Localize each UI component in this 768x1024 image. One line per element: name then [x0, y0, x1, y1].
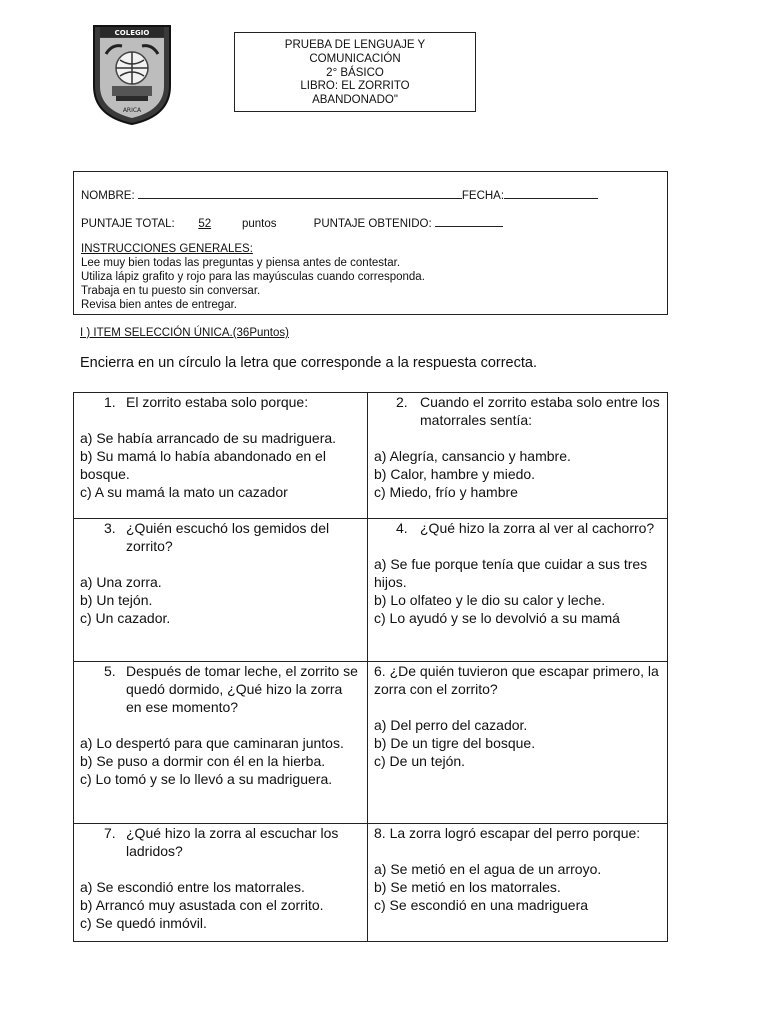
option-c[interactable]: c) Se quedó inmóvil.: [80, 915, 207, 931]
question-cell-5: [74, 662, 367, 788]
option-c[interactable]: c) A su mamá la mato un cazador: [80, 484, 288, 500]
title-line: PRUEBA DE LENGUAJE Y: [284, 39, 426, 51]
question-text: ¿Qué hizo la zorra al ver al cachorro?: [420, 520, 655, 536]
obtained-score-label: PUNTAJE OBTENIDO:: [313, 218, 432, 230]
instruction-line: Revisa bien antes de entregar.: [81, 299, 237, 311]
instructions-title: INSTRUCCIONES GENERALES:: [81, 243, 253, 255]
student-info-box: [73, 171, 668, 315]
question-cell-7: [74, 824, 367, 932]
option-b[interactable]: b) Arrancó muy asustada con el zorrito.: [80, 897, 324, 913]
instruction-line: Trabaja en tu puesto sin conversar.: [81, 285, 261, 297]
question-text: ¿Qué hizo la zorra al escuchar los ladridos?: [126, 825, 339, 859]
question-cell-2: [368, 393, 667, 501]
question-cell-8: [368, 824, 667, 914]
option-c[interactable]: c) Se escondió en una madriguera: [374, 897, 589, 913]
option-c[interactable]: c) Un cazador.: [80, 610, 171, 626]
total-score-unit: puntos: [241, 218, 277, 230]
question-number: 6.: [374, 663, 386, 679]
option-b[interactable]: b) Se puso a dormir con él en la hierba.: [80, 753, 326, 769]
title-line: ABANDONADO": [312, 94, 398, 107]
option-a[interactable]: a) Del perro del cazador.: [374, 717, 528, 733]
option-c[interactable]: c) Lo ayudó y se lo devolvió a su mamá: [374, 610, 620, 626]
option-a[interactable]: a) Una zorra.: [80, 574, 162, 590]
section-title: I ) ITEM SELECCIÓN ÚNICA.(36Puntos): [80, 327, 289, 339]
option-c[interactable]: c) De un tejón.: [374, 753, 466, 769]
total-score-label: PUNTAJE TOTAL:: [81, 218, 175, 230]
title-line: LIBRO: EL ZORRITO: [300, 80, 410, 93]
question-number: 5.: [104, 663, 116, 679]
question-cell-1: [74, 393, 367, 501]
option-b[interactable]: b) Se metió en los matorrales.: [374, 879, 561, 895]
title-line: 2° BÁSICO: [326, 66, 384, 79]
question-text: El zorrito estaba solo porque:: [126, 394, 309, 410]
question-number: 3.: [104, 520, 116, 536]
name-date-row: [81, 187, 598, 202]
title-line: COMUNICACIÓN: [309, 52, 401, 65]
section-instruction: Encierra en un círculo la letra que corresponde a la respuesta correcta.: [80, 355, 537, 371]
option-a[interactable]: a) Se había arrancado de su madriguera.: [80, 430, 337, 446]
question-number: 4.: [396, 520, 408, 536]
question-cell-4: [368, 519, 667, 627]
obtained-score-field[interactable]: [435, 215, 503, 227]
logo-bottom-text: ARICA: [122, 107, 142, 114]
question-text: ¿Quién escuchó los gemidos del zorrito?: [126, 520, 330, 554]
option-b[interactable]: b) De un tigre del bosque.: [374, 735, 536, 751]
question-number: 1.: [104, 394, 116, 410]
date-field[interactable]: [504, 187, 598, 199]
question-text: Cuando el zorrito estaba solo entre los matorrales sentía:: [420, 394, 660, 428]
question-text: Después de tomar leche, el zorrito se quedó dormido, ¿Qué hizo la zorra en ese momento?: [126, 663, 358, 715]
option-b[interactable]: b) Lo olfateo y le dio su calor y leche.: [374, 592, 606, 608]
option-c[interactable]: c) Miedo, frío y hambre: [374, 484, 518, 500]
instruction-line: Lee muy bien todas las preguntas y piensa antes de contestar.: [81, 257, 401, 269]
question-number: 7.: [104, 825, 116, 841]
option-b[interactable]: b) Calor, hambre y miedo.: [374, 466, 536, 482]
option-a[interactable]: a) Se metió en el agua de un arroyo.: [374, 861, 602, 877]
option-a[interactable]: a) Se fue porque tenía que cuidar a sus tres hijos.: [374, 556, 648, 590]
total-score-value: 52: [198, 218, 212, 230]
test-title-box: [234, 32, 476, 112]
question-cell-3: [74, 519, 367, 627]
option-b[interactable]: b) Un tejón.: [80, 592, 153, 608]
option-a[interactable]: a) Alegría, cansancio y hambre.: [374, 448, 571, 464]
option-a[interactable]: a) Se escondió entre los matorrales.: [80, 879, 305, 895]
questions-table: [73, 392, 668, 942]
question-cell-6: [368, 662, 667, 770]
question-number: 8.: [374, 825, 386, 841]
date-label: FECHA:: [461, 190, 505, 202]
question-text: ¿De quién tuvieron que escapar primero, la zorra con el zorrito?: [374, 663, 659, 697]
logo-top-text: COLEGIO: [114, 29, 150, 37]
name-field[interactable]: [138, 187, 462, 199]
option-a[interactable]: a) Lo despertó para que caminaran juntos.: [80, 735, 344, 751]
option-b[interactable]: b) Su mamá lo había abandonado en el bosque.: [80, 448, 326, 482]
name-label: NOMBRE:: [81, 190, 135, 202]
score-row: [81, 215, 503, 230]
instruction-line: Utiliza lápiz grafito y rojo para las mayúsculas cuando corresponda.: [81, 271, 425, 283]
question-number: 2.: [396, 394, 408, 410]
question-text: La zorra logró escapar del perro porque:: [389, 825, 641, 841]
option-c[interactable]: c) Lo tomó y se lo llevó a su madriguera.: [80, 771, 333, 787]
school-crest-logo: [92, 24, 172, 126]
